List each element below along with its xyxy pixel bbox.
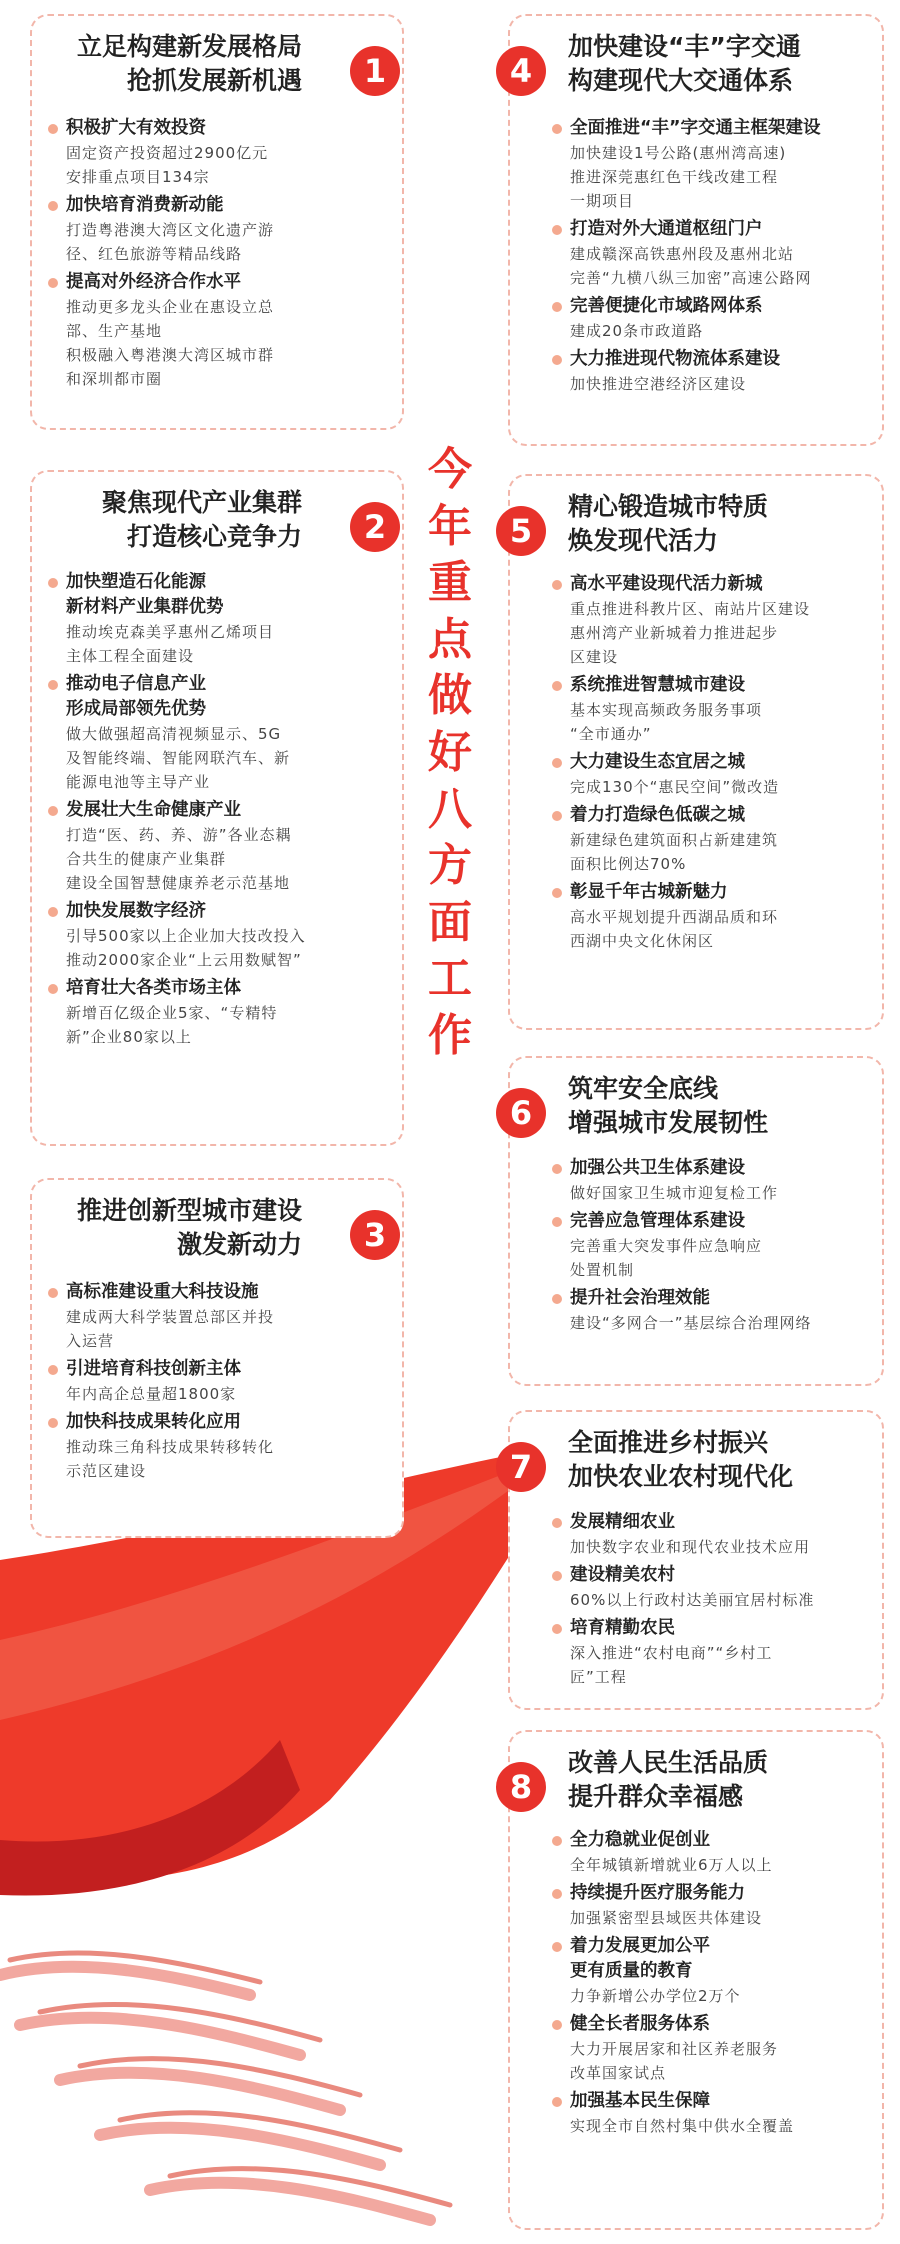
section-heading-line: 全面推进乡村振兴: [568, 1428, 769, 1457]
section-heading-line: 激发新动力: [176, 1230, 302, 1259]
item-title: 加强基本民生保障: [550, 2089, 882, 2114]
section-heading-line: 立足构建新发展格局: [76, 32, 302, 61]
section-number-badge: 8: [496, 1762, 546, 1812]
section-heading-line: 打造核心竞争力: [126, 522, 302, 551]
item-title: 积极扩大有效投资: [46, 116, 402, 141]
item-title: 培育精勤农民: [550, 1616, 882, 1641]
item-desc: 改革国家试点: [570, 2064, 667, 2082]
main-title-char: 年: [428, 500, 472, 552]
item-desc: 建设全国智慧健康养老示范基地: [66, 874, 291, 892]
item-desc: 大力开展居家和社区养老服务: [570, 2040, 779, 2058]
item-title: 着力发展更加公平: [550, 1934, 882, 1959]
section-8-card: [508, 1730, 884, 2230]
list-item: [550, 880, 882, 953]
main-title: [422, 444, 478, 1061]
list-item: [550, 750, 882, 799]
list-item: [550, 1616, 882, 1689]
item-desc: 建成20条市政道路: [570, 322, 704, 340]
section-4-card: [508, 14, 884, 446]
list-item: [46, 570, 402, 668]
main-title-char: 点: [428, 613, 472, 665]
item-desc: 新增百亿级企业5家、“专精特: [66, 1004, 278, 1022]
section-1-items: [32, 116, 402, 395]
item-title: 完善便捷化市域路网体系: [550, 294, 882, 319]
main-title-char: 好: [428, 726, 472, 778]
item-title: 高标准建设重大科技设施: [46, 1280, 402, 1305]
section-1-heading: [32, 30, 402, 98]
list-item: [550, 572, 882, 669]
item-desc: 加快建设1号公路(惠州湾高速): [570, 144, 787, 162]
section-1-card: [30, 14, 404, 430]
item-title: 加快发展数字经济: [46, 899, 402, 924]
section-2-card: [30, 470, 404, 1146]
item-desc: 新建绿色建筑面积占新建建筑: [570, 831, 779, 849]
item-desc: 主体工程全面建设: [66, 647, 195, 665]
item-title: 提高对外经济合作水平: [46, 270, 402, 295]
section-number-badge: 4: [496, 46, 546, 96]
item-title: 提升社会治理效能: [550, 1286, 882, 1311]
section-number-badge: 3: [350, 1210, 400, 1260]
list-item: [46, 672, 402, 794]
section-number-badge: 5: [496, 506, 546, 556]
item-title: 更有质量的教育: [570, 1961, 693, 1981]
item-desc: 打造“医、药、养、游”各业态耦: [66, 826, 292, 844]
item-title: 发展壮大生命健康产业: [46, 798, 402, 823]
section-3-heading: [32, 1194, 402, 1262]
section-4-items: [510, 116, 882, 400]
item-desc: 固定资产投资超过2900亿元: [66, 144, 269, 162]
item-title: 推动电子信息产业: [46, 672, 402, 697]
item-desc: 能源电池等主导产业: [66, 773, 211, 791]
list-item: [46, 270, 402, 391]
list-item: [550, 217, 882, 290]
section-7-card: [508, 1410, 884, 1710]
item-title: 彰显千年古城新魅力: [550, 880, 882, 905]
list-item: [550, 2089, 882, 2138]
item-desc: 完成130个“惠民空间”微改造: [570, 778, 780, 796]
item-title: 高水平建设现代活力新城: [550, 572, 882, 597]
item-desc: 力争新增公办学位2万个: [570, 1987, 741, 2005]
section-number-badge: 2: [350, 502, 400, 552]
item-desc: 加强紧密型县域医共体建设: [570, 1909, 763, 1927]
section-2-items: [32, 570, 402, 1053]
item-title: 形成局部领先优势: [66, 699, 206, 719]
item-desc: 实现全市自然村集中供水全覆盖: [570, 2117, 795, 2135]
item-title: 健全长者服务体系: [550, 2012, 882, 2037]
item-desc: 部、生产基地: [66, 322, 163, 340]
section-heading-line: 构建现代大交通体系: [568, 66, 794, 95]
list-item: [46, 1357, 402, 1406]
item-title: 完善应急管理体系建设: [550, 1209, 882, 1234]
section-4-heading: [510, 30, 882, 98]
section-5-items: [510, 572, 882, 957]
item-desc: 年内高企总量超1800家: [66, 1385, 237, 1403]
section-heading-line: 提升群众幸福感: [568, 1782, 744, 1811]
item-desc: 60%以上行政村达美丽宜居村标准: [570, 1591, 815, 1609]
item-desc: 面积比例达70%: [570, 855, 687, 873]
section-heading-line: 加快建设“丰”字交通: [568, 32, 801, 61]
item-title: 加快塑造石化能源: [46, 570, 402, 595]
item-desc: 处置机制: [570, 1261, 635, 1279]
item-desc: 推动珠三角科技成果转移转化: [66, 1438, 275, 1456]
item-desc: 推动2000家企业“上云用数赋智”: [66, 951, 302, 969]
main-title-char: 方: [428, 840, 472, 892]
item-desc: 全年城镇新增就业6万人以上: [570, 1856, 773, 1874]
section-7-heading: [510, 1426, 882, 1494]
item-desc: 示范区建设: [66, 1462, 147, 1480]
section-2-heading: [32, 486, 402, 554]
list-item: [550, 1828, 882, 1877]
section-3-items: [32, 1280, 402, 1487]
section-8-heading: [510, 1746, 882, 1814]
section-6-card: [508, 1056, 884, 1386]
item-title: 加快培育消费新动能: [46, 193, 402, 218]
section-6-items: [510, 1156, 882, 1339]
item-desc: 径、红色旅游等精品线路: [66, 245, 243, 263]
section-8-items: [510, 1828, 882, 2142]
list-item: [550, 1510, 882, 1559]
section-heading-line: 抢抓发展新机遇: [126, 66, 302, 95]
list-item: [550, 347, 882, 396]
item-desc: 匠”工程: [570, 1668, 627, 1686]
item-title: 加强公共卫生体系建设: [550, 1156, 882, 1181]
item-desc: 重点推进科教片区、南站片区建设: [570, 600, 811, 618]
item-desc: 引导500家以上企业加大技改投入: [66, 927, 306, 945]
item-desc: 深入推进“农村电商”“乡村工: [570, 1644, 773, 1662]
item-desc: 推动更多龙头企业在惠设立总: [66, 298, 275, 316]
list-item: [46, 1410, 402, 1483]
item-desc: 高水平规划提升西湖品质和环: [570, 908, 779, 926]
main-title-char: 今: [428, 444, 472, 495]
section-5-heading: [510, 490, 882, 558]
item-desc: 安排重点项目134宗: [66, 168, 210, 186]
main-title-char: 重: [428, 557, 472, 609]
item-title: 持续提升医疗服务能力: [550, 1881, 882, 1906]
main-title-char: 作: [428, 1009, 472, 1061]
main-title-char: 八: [428, 783, 472, 835]
list-item: [550, 1156, 882, 1205]
main-title-char: 做: [428, 670, 472, 722]
item-title: 引进培育科技创新主体: [46, 1357, 402, 1382]
item-desc: 完善重大突发事件应急响应: [570, 1237, 763, 1255]
section-number-badge: 7: [496, 1442, 546, 1492]
item-desc: 合共生的健康产业集群: [66, 850, 227, 868]
section-6-heading: [510, 1072, 882, 1140]
list-item: [550, 116, 882, 213]
item-desc: 积极融入粤港澳大湾区城市群: [66, 346, 275, 364]
main-title-char: 工: [428, 953, 472, 1005]
item-desc: 打造粤港澳大湾区文化遗产游: [66, 221, 275, 239]
item-title: 大力建设生态宜居之城: [550, 750, 882, 775]
item-desc: 入运营: [66, 1332, 115, 1350]
item-desc: 做好国家卫生城市迎复检工作: [570, 1184, 779, 1202]
item-desc: 做大做强超高清视频显示、5G: [66, 725, 282, 743]
list-item: [550, 1881, 882, 1930]
item-title: 着力打造绿色低碳之城: [550, 803, 882, 828]
item-desc: 西湖中央文化休闲区: [570, 932, 715, 950]
item-desc: 新”企业80家以上: [66, 1028, 192, 1046]
list-item: [46, 899, 402, 972]
item-desc: 推进深莞惠红色干线改建工程: [570, 168, 779, 186]
section-heading-line: 推进创新型城市建设: [76, 1196, 302, 1225]
item-title: 发展精细农业: [550, 1510, 882, 1535]
list-item: [550, 1563, 882, 1612]
section-heading-line: 焕发现代活力: [568, 526, 719, 555]
item-title: 系统推进智慧城市建设: [550, 673, 882, 698]
item-title: 新材料产业集群优势: [66, 597, 224, 617]
section-heading-line: 改善人民生活品质: [568, 1748, 769, 1777]
item-title: 培育壮大各类市场主体: [46, 976, 402, 1001]
item-desc: 一期项目: [570, 192, 635, 210]
main-title-char: 面: [428, 896, 472, 948]
item-title: 建设精美农村: [550, 1563, 882, 1588]
list-item: [46, 1280, 402, 1353]
section-heading-line: 增强城市发展韧性: [568, 1108, 769, 1137]
section-number-badge: 1: [350, 46, 400, 96]
list-item: [550, 2012, 882, 2085]
item-title: 加快科技成果转化应用: [46, 1410, 402, 1435]
section-7-items: [510, 1510, 882, 1693]
item-desc: 建成两大科学装置总部区并投: [66, 1308, 275, 1326]
list-item: [46, 193, 402, 266]
section-3-card: [30, 1178, 404, 1538]
section-5-card: [508, 474, 884, 1030]
list-item: [550, 1286, 882, 1335]
item-desc: 推动埃克森美孚惠州乙烯项目: [66, 623, 275, 641]
list-item: [550, 673, 882, 746]
list-item: [46, 798, 402, 895]
item-desc: 和深圳都市圈: [66, 370, 163, 388]
item-desc: 加快推进空港经济区建设: [570, 375, 747, 393]
item-title: 全力稳就业促创业: [550, 1828, 882, 1853]
list-item: [46, 116, 402, 189]
section-heading-line: 精心锻造城市特质: [568, 492, 769, 521]
list-item: [550, 803, 882, 876]
item-desc: 及智能终端、智能网联汽车、新: [66, 749, 291, 767]
item-desc: 建成赣深高铁惠州段及惠州北站: [570, 245, 795, 263]
item-title: 全面推进“丰”字交通主框架建设: [550, 116, 882, 141]
list-item: [550, 294, 882, 343]
item-desc: 惠州湾产业新城着力推进起步: [570, 624, 779, 642]
item-title: 大力推进现代物流体系建设: [550, 347, 882, 372]
section-number-badge: 6: [496, 1088, 546, 1138]
item-title: 打造对外大通道枢纽门户: [550, 217, 882, 242]
item-desc: 加快数字农业和现代农业技术应用: [570, 1538, 811, 1556]
item-desc: 建设“多网合一”基层综合治理网络: [570, 1314, 812, 1332]
section-heading-line: 聚焦现代产业集群: [101, 488, 302, 517]
list-item: [46, 976, 402, 1049]
section-heading-line: 筑牢安全底线: [568, 1074, 719, 1103]
list-item: [550, 1209, 882, 1282]
item-desc: 区建设: [570, 648, 619, 666]
item-desc: 完善“九横八纵三加密”高速公路网: [570, 269, 812, 287]
section-heading-line: 加快农业农村现代化: [568, 1462, 794, 1491]
item-desc: 基本实现高频政务服务事项: [570, 701, 763, 719]
list-item: [550, 1934, 882, 2008]
item-desc: “全市通办”: [570, 725, 652, 743]
